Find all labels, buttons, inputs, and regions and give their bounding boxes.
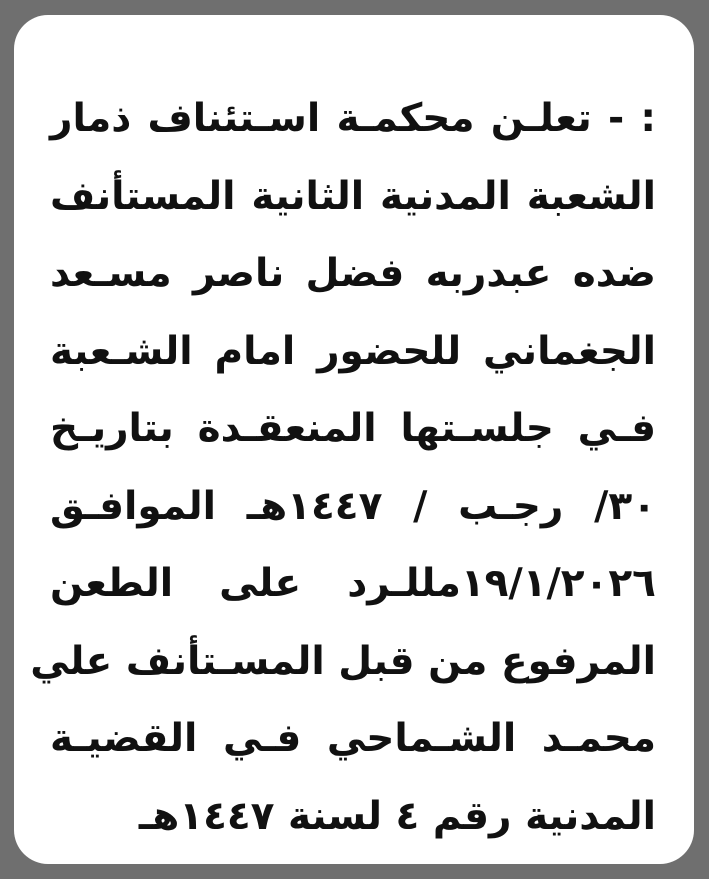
notice-line: الشعبة المدنية الثانية المستأنف bbox=[50, 173, 656, 219]
notice-line: المدنية رقم ٤ لسنة ١٤٤٧هـ bbox=[138, 793, 656, 839]
notice-line: المرفوع من قبل المسـتأنف علي bbox=[30, 638, 656, 684]
notice-line: محمـد الشـماحي فـي القضيـة bbox=[50, 716, 656, 761]
notice-line: : - تعلـن محكمـة اسـتئناف ذمار bbox=[50, 96, 656, 141]
notice-line: ضده عبدربه فضل ناصر مسـعد bbox=[50, 251, 656, 296]
notice-line: ١٩/١/٢٠٢٦مللـرد على الطعن bbox=[50, 561, 656, 606]
notice-line: ٣٠/ رجـب / ١٤٤٧هـ الموافـق bbox=[50, 483, 656, 529]
notice-line: فـي جلسـتها المنعقـدة بتاريـخ bbox=[50, 406, 656, 451]
notice-card bbox=[14, 15, 694, 864]
notice-text bbox=[30, 89, 656, 864]
notice-line: الجغماني للحضور امام الشـعبة bbox=[50, 328, 656, 374]
